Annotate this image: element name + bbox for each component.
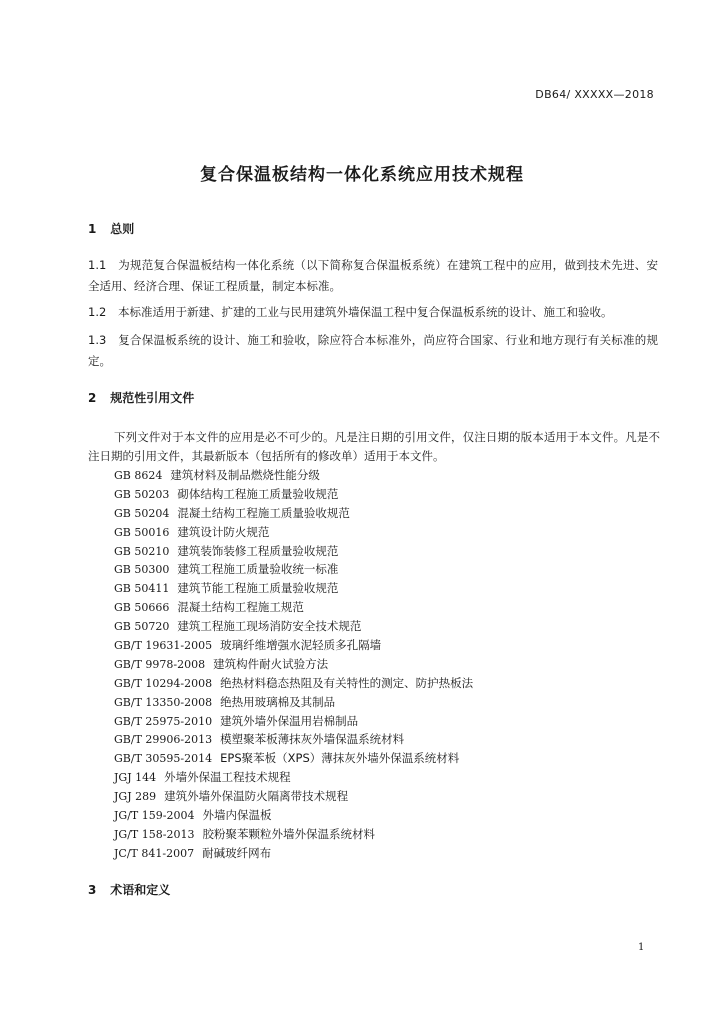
reference-name: 混凝土结构工程施工质量验收规范 <box>177 505 350 520</box>
clause-1-1 <box>88 255 658 297</box>
clause-text: 为规范复合保温板结构一体化系统（以下简称复合保温板系统）在建筑工程中的应用，做到技术先进、安全适用、经济合理、保证工程质量，制定本标准。 <box>88 258 658 293</box>
reference-name: 建筑工程施工现场消防安全技术规范 <box>177 619 362 634</box>
reference-code: GB 50720 <box>114 620 170 634</box>
reference-code: JGJ 289 <box>114 790 157 804</box>
reference-item <box>114 655 473 674</box>
reference-name: 砌体结构工程施工质量验收规范 <box>177 486 339 501</box>
reference-item <box>114 579 473 598</box>
clause-number: 1.3 <box>88 333 107 347</box>
reference-item <box>114 787 473 806</box>
reference-code: GB 8624 <box>114 469 163 482</box>
clause-1-3 <box>88 330 658 372</box>
section-number: 1 <box>88 222 97 236</box>
section-heading-1 <box>88 220 134 237</box>
reference-name: 建筑工程施工质量验收统一标准 <box>177 562 339 577</box>
reference-code: GB 50411 <box>114 582 170 596</box>
reference-item <box>114 617 473 636</box>
reference-item <box>114 825 473 844</box>
section-title: 术语和定义 <box>110 883 171 897</box>
clause-text: 本标准适用于新建、扩建的工业与民用建筑外墙保温工程中复合保温板系统的设计、施工和验收。 <box>118 305 613 319</box>
page-number: 1 <box>638 942 645 953</box>
section-number: 2 <box>88 391 97 405</box>
reference-name: 建筑装饰装修工程质量验收规范 <box>177 543 339 558</box>
reference-item <box>114 844 473 863</box>
reference-name: 耐碱玻纤网布 <box>202 845 272 860</box>
reference-name: EPS聚苯板（XPS）薄抹灰外墙外保温系统材料 <box>220 751 460 766</box>
reference-item <box>114 598 473 617</box>
standard-number: DB64/ XXXXX—2018 <box>535 88 654 101</box>
section-number: 3 <box>88 883 97 897</box>
reference-code: GB 50666 <box>114 601 170 615</box>
reference-name: 胶粉聚苯颗粒外墙外保温系统材料 <box>202 826 375 841</box>
reference-name: 建筑节能工程施工质量验收规范 <box>177 581 339 596</box>
reference-code: JG/T 158-2013 <box>114 827 195 841</box>
reference-code: GB/T 9978-2008 <box>114 657 206 671</box>
reference-item <box>114 730 473 749</box>
reference-code: GB/T 25975-2010 <box>114 714 213 728</box>
reference-name: 玻璃纤维增强水泥轻质多孔隔墙 <box>220 638 382 653</box>
section-title: 总则 <box>110 222 135 236</box>
reference-name: 绝热用玻璃棉及其制品 <box>220 694 336 709</box>
section-heading-3 <box>88 881 170 898</box>
reference-code: GB 50016 <box>114 525 170 539</box>
reference-code: JGJ 144 <box>114 771 157 785</box>
reference-name: 绝热材料稳态热阻及有关特性的测定、防护热板法 <box>220 675 474 690</box>
reference-item <box>114 768 473 787</box>
reference-item <box>114 693 473 712</box>
references-intro: 下列文件对于本文件的应用是必不可少的。凡是注日期的引用文件，仅注日期的版本适用于本文件。凡是不注日期的引用文件，其最新版本（包括所有的修改单）适用于本文件。 <box>88 430 660 463</box>
reference-item <box>114 712 473 731</box>
reference-code: GB/T 30595-2014 <box>114 752 213 766</box>
clause-number: 1.2 <box>88 305 107 319</box>
reference-item <box>114 560 473 579</box>
reference-name: 建筑设计防火规范 <box>177 524 270 539</box>
reference-code: GB/T 29906-2013 <box>114 733 213 747</box>
reference-item <box>114 485 473 504</box>
reference-name: 外墙外保温工程技术规程 <box>164 770 291 785</box>
reference-name: 建筑构件耐火试验方法 <box>213 656 329 671</box>
clause-number: 1.1 <box>88 258 107 272</box>
reference-code: JC/T 841-2007 <box>114 846 195 860</box>
section-heading-2 <box>88 389 194 406</box>
reference-code: GB/T 19631-2005 <box>114 639 213 653</box>
reference-name: 外墙内保温板 <box>202 808 272 823</box>
reference-name: 混凝土结构工程施工规范 <box>177 600 304 615</box>
reference-item <box>114 542 473 561</box>
reference-item <box>114 674 473 693</box>
reference-list <box>114 466 473 863</box>
reference-item <box>114 749 473 768</box>
reference-code: GB/T 13350-2008 <box>114 695 213 709</box>
reference-name: 建筑外墙外保温防火隔离带技术规程 <box>164 789 349 804</box>
reference-item <box>114 466 473 485</box>
reference-code: GB 50203 <box>114 487 170 501</box>
reference-code: GB/T 10294-2008 <box>114 676 213 690</box>
document-title: 复合保温板结构一体化系统应用技术规程 <box>200 165 524 185</box>
clause-1-2 <box>88 302 658 323</box>
reference-item <box>114 806 473 825</box>
reference-name: 模塑聚苯板薄抹灰外墙保温系统材料 <box>220 732 405 747</box>
reference-name: 建筑外墙外保温用岩棉制品 <box>220 713 359 728</box>
reference-code: GB 50210 <box>114 544 170 558</box>
reference-name: 建筑材料及制品燃烧性能分级 <box>170 468 320 482</box>
reference-code: GB 50300 <box>114 563 170 577</box>
reference-code: JG/T 159-2004 <box>114 809 195 823</box>
reference-item <box>114 504 473 523</box>
section-title: 规范性引用文件 <box>110 391 195 405</box>
reference-code: GB 50204 <box>114 506 170 520</box>
reference-item <box>114 523 473 542</box>
clause-text: 复合保温板系统的设计、施工和验收，除应符合本标准外，尚应符合国家、行业和地方现行有关标准的规定。 <box>88 333 658 368</box>
reference-item <box>114 636 473 655</box>
